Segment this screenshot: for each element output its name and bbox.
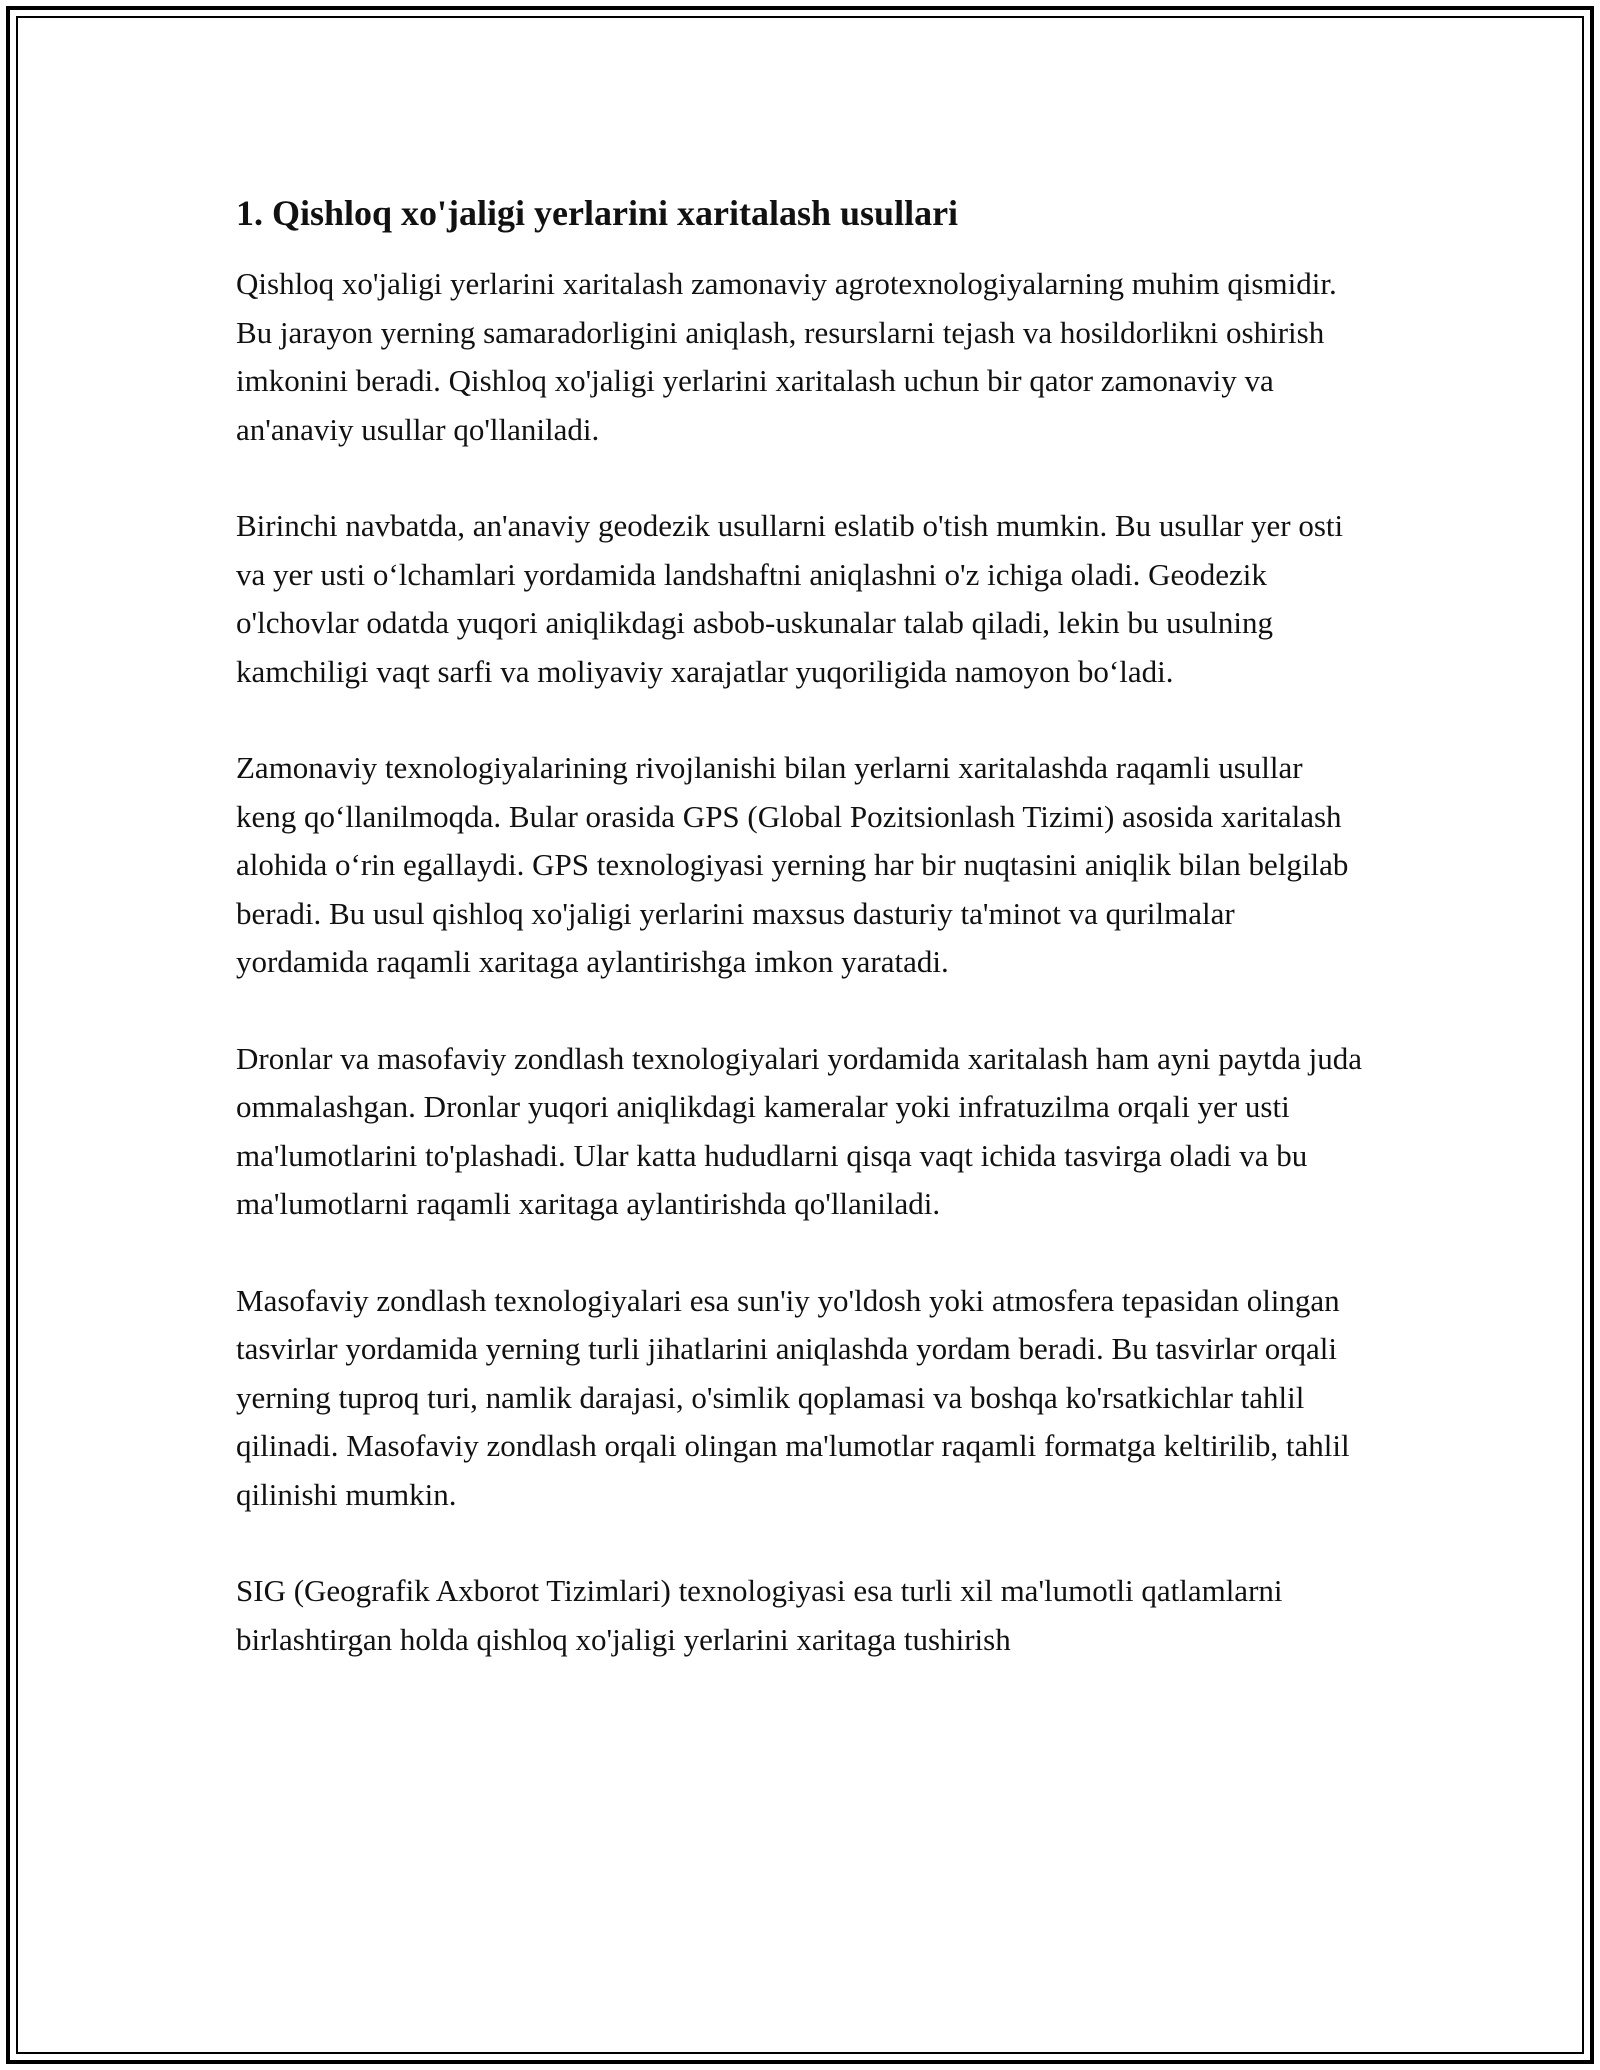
paragraph-gis: SIG (Geografik Axborot Tizimlari) texnologiyasi esa turli xil ma'lumotli qatlamlarni birlashtirgan holda qishloq xo'jaligi yerlarini xaritaga tushirish [236,1573,1283,1657]
document-body [236,188,1366,1664]
section-heading: 1. Qishloq xo'jaligi yerlarini xaritalash usullari [236,193,959,233]
paragraph-gps-methods: Zamonaviy texnologiyalarining rivojlanishi bilan yerlarni xaritalashda raqamli usullar keng qo‘llanilmoqda. Bular orasida GPS (Global Pozitsionlash Tizimi) asosida xaritalash alohida o‘rin egallaydi. GPS texnologiyasi yerning har bir nuqtasini aniqlik bilan belgilab beradi. Bu usul qishloq xo'jaligi yerlarini maxsus dasturiy ta'minot va qurilmalar yordamida raqamli xaritaga aylantirishga imkon yaratadi. [236,750,1349,979]
paragraph-intro: Qishloq xo'jaligi yerlarini xaritalash zamonaviy agrotexnologiyalarning muhim qismidir. Bu jarayon yerning samaradorligini aniqlash, resurslarni tejash va hosildorlikni oshirish imkonini beradi. Qishloq xo'jaligi yerlarini xaritalash uchun bir qator zamonaviy va an'anaviy usullar qo'llaniladi. [236,266,1337,447]
paragraph-geodetic-methods: Birinchi navbatda, an'anaviy geodezik usullarni eslatib o'tish mumkin. Bu usullar yer osti va yer usti o‘lchamlari yordamida landshaftni aniqlashni o'z ichiga oladi. Geodezik o'lchovlar odatda yuqori aniqlikdagi asbob-uskunalar talab qiladi, lekin bu usulning kamchiligi vaqt sarfi va moliyaviy xarajatlar yuqoriligida namoyon bo‘ladi. [236,508,1344,689]
paragraph-remote-sensing: Masofaviy zondlash texnologiyalari esa sun'iy yo'ldosh yoki atmosfera tepasidan olingan tasvirlar yordamida yerning turli jihatlarini aniqlashda yordam beradi. Bu tasvirlar orqali yerning tuproq turi, namlik darajasi, o'simlik qoplamasi va boshqa ko'rsatkichlar tahlil qilinadi. Masofaviy zondlash orqali olingan ma'lumotlar raqamli formatga keltirilib, tahlil qilinishi mumkin. [236,1282,1350,1512]
paragraph-drones: Dronlar va masofaviy zondlash texnologiyalari yordamida xaritalash ham ayni paytda juda ommalashgan. Dronlar yuqori aniqlikdagi kameralar yoki infratuzilma orqali yer usti ma'lumotlarini to'plashadi. Ular katta hududlarni qisqa vaqt ichida tasvirga oladi va bu ma'lumotlarni raqamli xaritaga aylantirishda qo'llaniladi. [236,1040,1362,1221]
